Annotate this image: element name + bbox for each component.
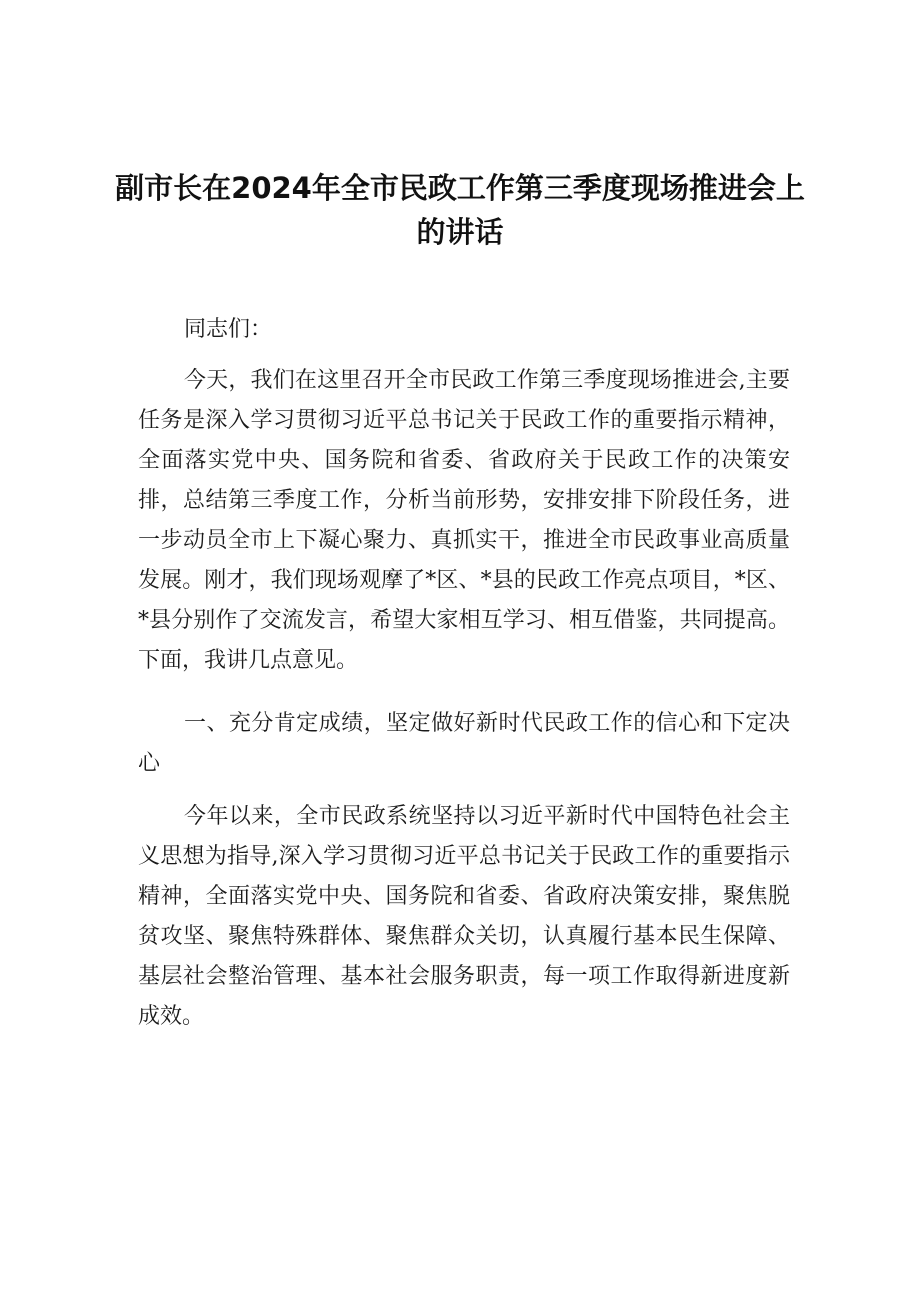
salutation: 同志们： <box>184 317 273 342</box>
document-title: 副市长在2024年全市民政工作第三季度现场推进会上的讲话 <box>115 171 805 249</box>
paragraph-section-1: 今年以来，全市民政系统坚持以习近平新时代中国特色社会主义思想为指导,深入学习贯彻习近平总书记关于民政工作的重要指示精神，全面落实党中央、国务院和省委、省政府决策安排，聚焦脱贫攻坚、聚焦特殊群体、聚焦群众关切，认真履行基本民生保障、基层社会整治管理、基本社会服务职责，每一项工作取得新进度新成效。 <box>138 804 790 1029</box>
paragraph-intro: 今天，我们在这里召开全市民政工作第三季度现场推进会,主要任务是深入学习贯彻习近平总书记关于民政工作的重要指示精神，全面落实党中央、国务院和省委、省政府关于民政工作的决策安排，总结第三季度工作，分析当前形势，安排安排下阶段任务，进一步动员全市上下凝心聚力、真抓实干，推进全市民政事业高质量发展。刚才，我们现场观摩了*区、*县的民政工作亮点项目，*区、*县分别作了交流发言，希望大家相互学习、相互借鉴，共同提高。下面，我讲几点意见。 <box>138 368 790 673</box>
section-heading-1: 一、充分肯定成绩，坚定做好新时代民政工作的信心和下定决心 <box>138 711 790 776</box>
